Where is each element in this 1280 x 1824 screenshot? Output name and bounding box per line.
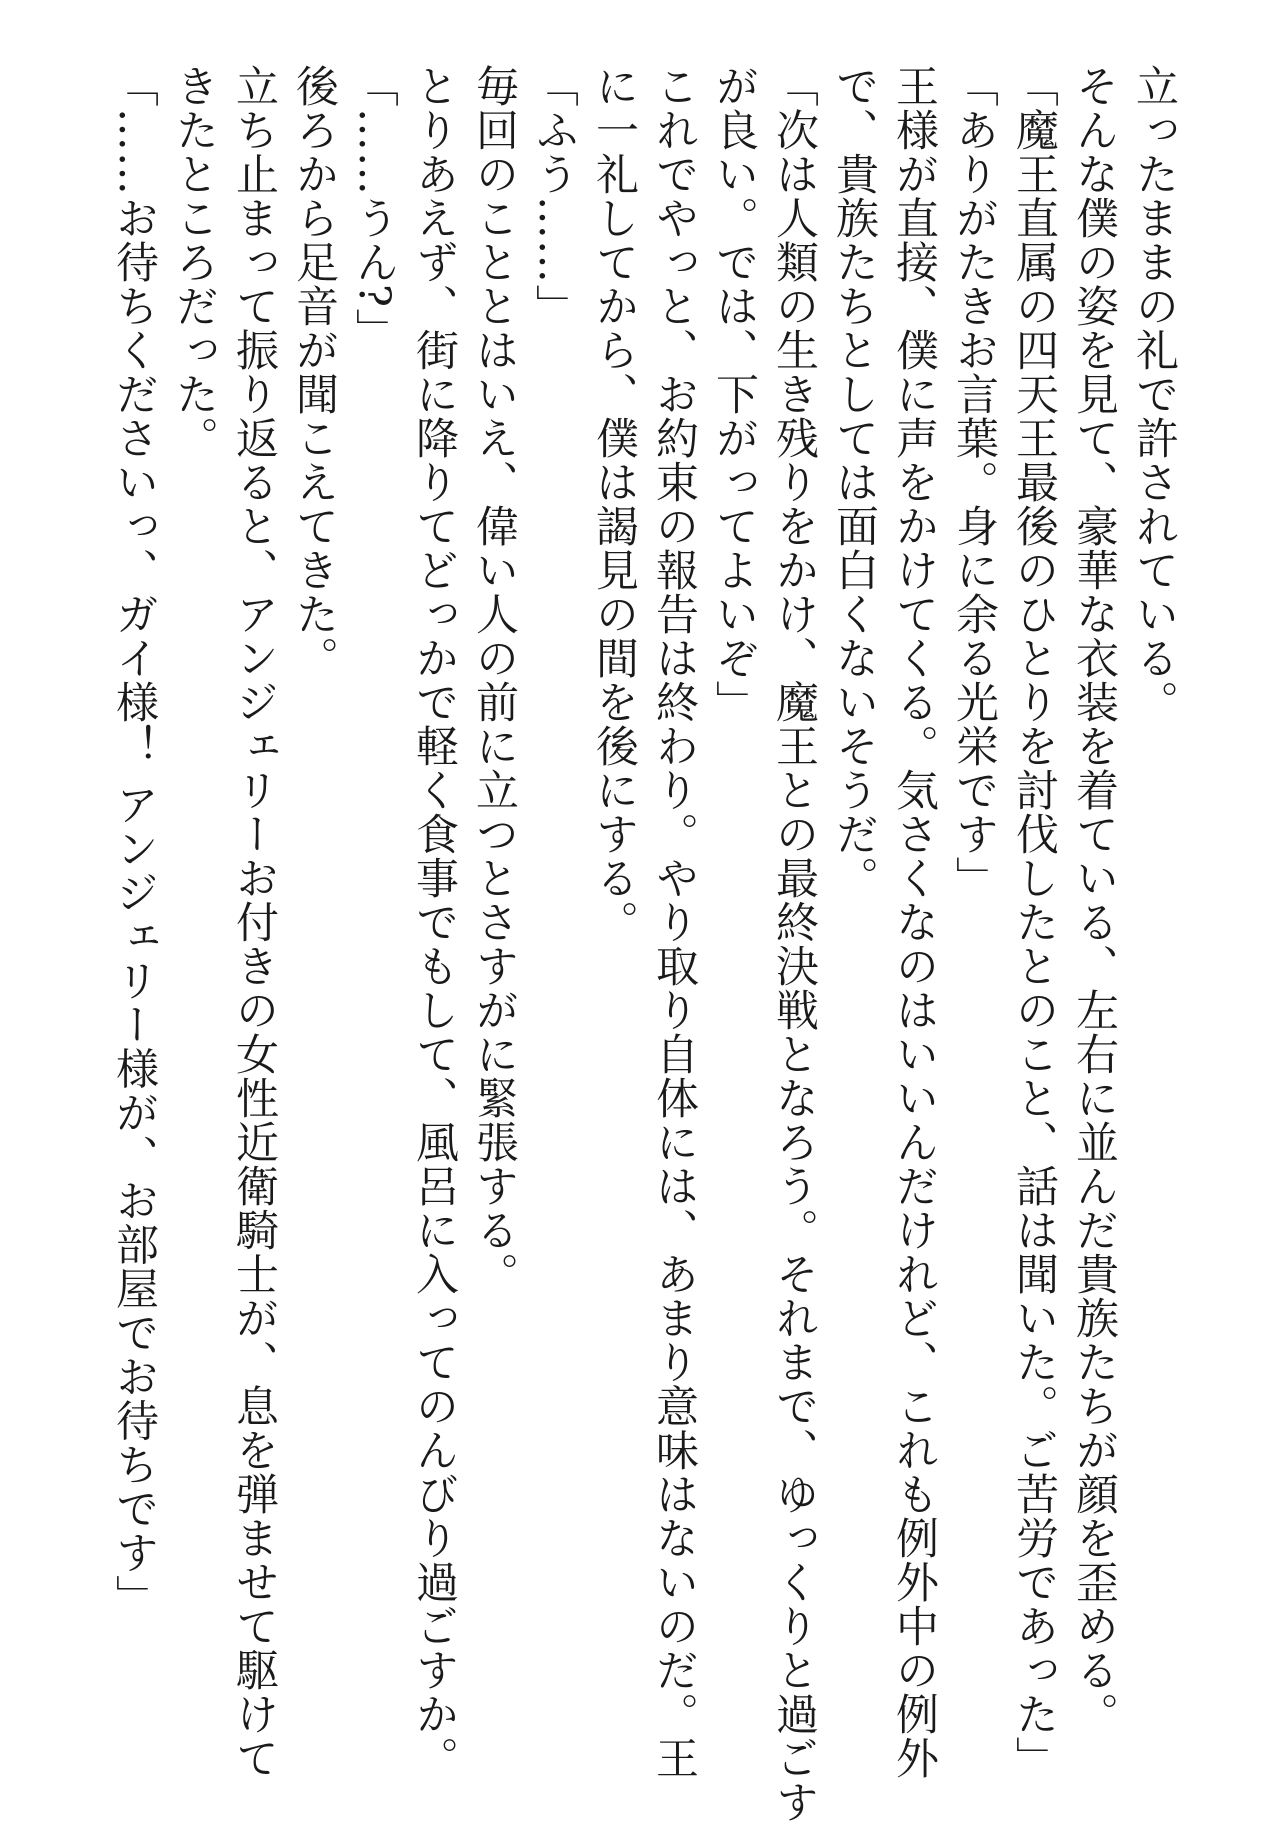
text-line-7: 「次は人類の生き残りをかけ、魔王との最終決戦となろう。それまで、ゆっくりと過ごす [769, 64, 819, 1824]
text-line-1: 立ったままの礼で許されている。 [1129, 64, 1179, 724]
text-line-10: に一礼してから、僕は謁見の間を後にする。 [589, 64, 639, 944]
text-line-16: 立ち止まって振り返ると、アンジェリーお付きの女性近衛騎士が、息を弾ませて駆けて [229, 64, 279, 1780]
text-line-11: 「ふう……」 [529, 64, 579, 328]
text-line-2: そんな僕の姿を見て、豪華な衣装を着ている、左右に並んだ貴族たちが顔を歪める。 [1069, 64, 1119, 1736]
text-line-6: で、貴族たちとしては面白くないそうだ。 [829, 64, 879, 900]
text-line-12: 毎回のこととはいえ、偉い人の前に立つとさすがに緊張する。 [469, 64, 519, 1296]
text-line-8: が良い。では、下がってよいぞ」 [709, 64, 759, 724]
text-line-5: 王様が直接、僕に声をかけてくる。気さくなのはいいんだけれど、これも例外中の例外 [889, 64, 939, 1780]
text-line-18: 「……お待ちくださいっ、ガイ様！ アンジェリー様が、お部屋でお待ちです」 [109, 64, 159, 1619]
text-line-4: 「ありがたきお言葉。身に余る光栄です」 [949, 64, 999, 900]
text-line-9: これでやっと、お約束の報告は終わり。やり取り自体には、あまり意味はないのだ。王 [649, 64, 699, 1780]
vertical-text-body [104, 64, 1184, 1824]
text-line-3: 「魔王直属の四天王最後のひとりを討伐したとのこと、話は聞いた。ご苦労であった」 [1009, 64, 1059, 1780]
text-line-14: 「……うん?」 [349, 64, 399, 353]
text-line-17: きたところだった。 [169, 64, 219, 460]
text-line-15: 後ろから足音が聞こえてきた。 [289, 64, 339, 680]
text-line-13: とりあえず、街に降りてどっかで軽く食事でもして、風呂に入ってのんびり過ごすか。 [409, 64, 459, 1780]
